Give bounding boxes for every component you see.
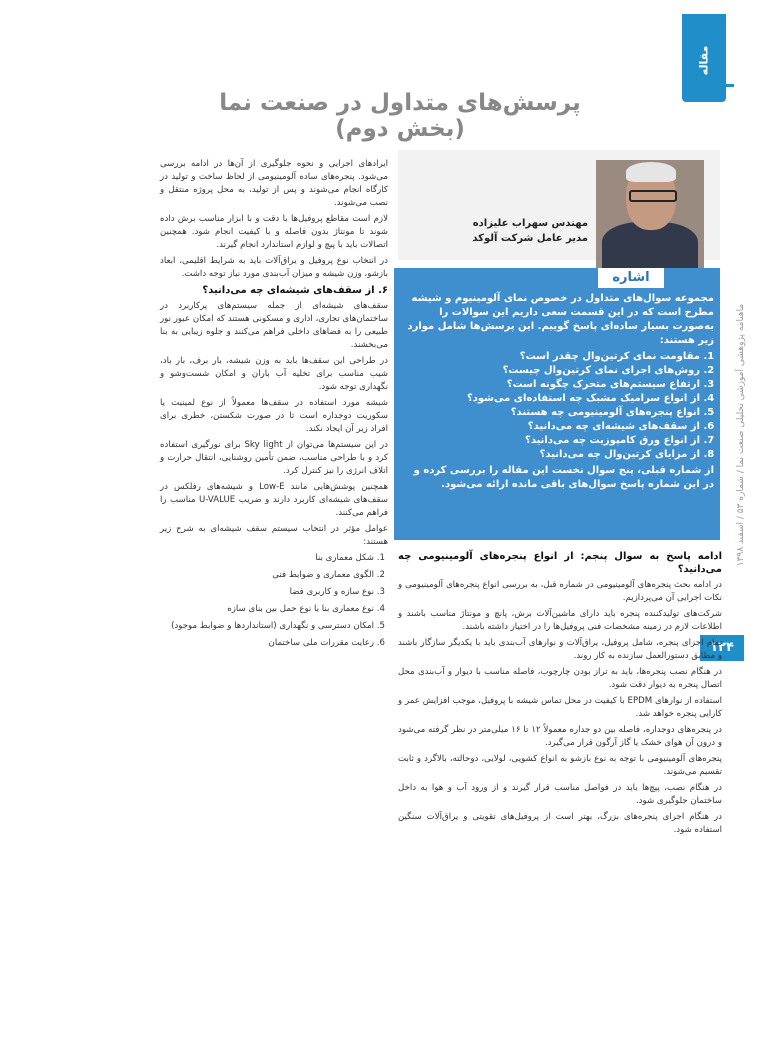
side-caption bbox=[726, 280, 756, 610]
paragraph: پنجره‌های آلومینیومی با توجه به نوع بازشو به انواع کشویی، لولایی، دوحالته، بالاگرد و ثابت تقسیم می‌شوند. bbox=[398, 754, 722, 777]
abstract-question: 7. از انواع ورق کامپوزیت چه می‌دانید؟ bbox=[400, 434, 700, 448]
section-heading: ۶. از سقف‌های شیشه‌ای چه می‌دانید؟ bbox=[202, 285, 388, 296]
abstract-body bbox=[400, 292, 714, 494]
list-item: 4. نوع معماری بنا با نوع حمل بین بنای سازه bbox=[160, 603, 374, 616]
paragraph: سقف‌های شیشه‌ای از جمله سیستم‌های پرکاربرد در ساختمان‌های تجاری، اداری و مسکونی هستند که امکان عبور نور طبیعی را به فضاهای داخلی فراهم می‌کنند و جلوه زیبایی به بنا می‌بخشند. bbox=[160, 301, 388, 350]
photo-hair bbox=[626, 162, 676, 182]
abstract-question-list bbox=[400, 350, 714, 462]
abstract-outro: از شماره قبلی، پنج سوال نخست این مقاله را بررسی کرده و در این شماره پاسخ سوال‌های باقی مانده ارائه می‌شود. bbox=[413, 465, 714, 490]
abstract-question: 5. انواع پنجره‌های آلومینیومی چه هستند؟ bbox=[400, 406, 700, 420]
page-number: ۱۲۴ bbox=[700, 635, 744, 661]
paragraph: لازم است مقاطع پروفیل‌ها با دقت و با ابزار مناسب برش داده شوند تا مونتاژ بدون فاصله و با کیفیت انجام شود. همچنین اتصالات باید با پیچ و لوازم استاندارد انجام گیرند. bbox=[160, 214, 388, 250]
abstract-intro: مجموعه سوال‌های متداول در خصوص نمای آلومینیوم و شیشه مطرح است که در این قسمت سعی داریم این سوالات را به‌صورت بسیار ساده‌ای پاسخ گوییم. این پرسش‌ها شامل موارد زیر هستند: bbox=[407, 293, 714, 346]
section-tab-label: مقاله bbox=[697, 45, 711, 76]
section-tab bbox=[682, 14, 726, 102]
paragraph: شرکت‌های تولیدکننده پنجره باید دارای ماشین‌آلات برش، پانچ و مونتاژ مناسب باشند و اطلاعات لازم در زمینه مشخصات فنی پروفیل‌ها را در اختیار داشته باشند. bbox=[398, 609, 722, 632]
paragraph: همچنین پوشش‌هایی مانند Low-E و شیشه‌های رفلکس در سقف‌های شیشه‌ای کاربرد دارند و ضریب U-VALUE مناسب را فراهم می‌کنند. bbox=[160, 482, 388, 518]
paragraph: در هنگام اجرای پنجره‌های بزرگ، بهتر است از پروفیل‌های تقویتی و یراق‌آلات سنگین استفاده شود. bbox=[398, 812, 722, 835]
abstract-question: 4. از انواع سرامیک مشبک چه استفاده‌ای می‌شود؟ bbox=[400, 392, 700, 406]
abstract-question: 3. ارتفاع سیستم‌های متحرک چگونه است؟ bbox=[400, 378, 700, 392]
paragraph: در هنگام نصب، پیچ‌ها باید در فواصل مناسب قرار گیرند و از ورود آب و هوا به داخل ساختمان جلوگیری شود. bbox=[398, 783, 722, 806]
paragraph: استفاده از نوارهای EPDM با کیفیت در محل تماس شیشه با پروفیل، موجب افزایش عمر و کارایی پنجره خواهد شد. bbox=[398, 696, 722, 719]
side-caption-text: ماهنامه پژوهشی آموزشی تحلیلی صنعت نما / شماره ۵۳ / اسفند ۱۳۹۸ bbox=[736, 303, 746, 567]
author-position: مدیر عامل شرکت آلوکد bbox=[472, 233, 588, 244]
paragraph: ایرادهای اجرایی و نحوه جلوگیری از آن‌ها در ادامه بررسی می‌شود. پنجره‌های ساده آلومینیومی از لحاظ ساخت و تولید در کارگاه انجام می‌شوند و پس از تولید، به محل پروژه منتقل و نصب می‌شوند. bbox=[160, 159, 388, 208]
page-title: پرسش‌های متداول در صنعت نما (بخش دوم) bbox=[219, 90, 581, 142]
paragraph: عوامل مؤثر در انتخاب سیستم سقف شیشه‌ای به شرح زیر هستند: bbox=[160, 524, 388, 547]
paragraph: در ادامه بحث پنجره‌های آلومینیومی در شماره قبل، به بررسی انواع پنجره‌های آلومینیومی و نکات اجرایی آن می‌پردازیم. bbox=[398, 580, 722, 603]
paragraph: در انتخاب نوع پروفیل و یراق‌آلات باید به شرایط اقلیمی، ابعاد بازشو، وزن شیشه و میزان آب‌بندی مورد نیاز توجه داشت. bbox=[160, 256, 388, 279]
list-item: 2. الگوی معماری و ضوابط فنی bbox=[160, 569, 374, 582]
article-column-left bbox=[160, 158, 388, 654]
paragraph: در این سیستم‌ها می‌توان از Sky light برای نورگیری استفاده کرد و با طراحی مناسب، ضمن تأمین روشنایی، انتقال حرارت و اتلاف انرژی را نیز کنترل کرد. bbox=[160, 440, 388, 476]
abstract-question: 8. از مزایای کرتین‌وال چه می‌دانید؟ bbox=[400, 448, 700, 462]
list-item: 6. رعایت مقررات ملی ساختمان bbox=[160, 637, 374, 650]
section-heading: ادامه پاسخ به سوال پنجم: از انواع پنجره‌های آلومینیومی چه می‌دانید؟ bbox=[398, 551, 722, 575]
paragraph: در هنگام نصب پنجره‌ها، باید به تراز بودن چارچوب، فاصله مناسب با دیوار و آب‌بندی محل اتصال پنجره به دیوار دقت شود. bbox=[398, 667, 722, 690]
author-name: مهندس سهراب علیزاده bbox=[472, 218, 588, 229]
paragraph: در طراحی این سقف‌ها باید به وزن شیشه، بار برف، بار باد، شیب مناسب برای تخلیه آب باران و امکان شست‌وشو و نگهداری توجه شود. bbox=[160, 356, 388, 392]
article-column-right bbox=[398, 548, 722, 840]
list-item: 1. شکل معماری بنا bbox=[160, 552, 374, 565]
list-item: 3. نوع سازه و کاربری فضا bbox=[160, 586, 374, 599]
author-photo bbox=[596, 160, 704, 268]
abstract-question: 6. از سقف‌های شیشه‌ای چه می‌دانید؟ bbox=[400, 420, 700, 434]
abstract-heading: اشاره bbox=[598, 268, 664, 288]
paragraph: شیشه مورد استفاده در سقف‌ها معمولاً از نوع لمینیت یا سکوریت دوجداره است تا در صورت شکستن، خطری برای افراد زیر آن ایجاد نکند. bbox=[160, 398, 388, 434]
photo-glasses bbox=[629, 190, 677, 202]
paragraph: در پنجره‌های دوجداره، فاصله بین دو جداره معمولاً ۱۲ تا ۱۶ میلی‌متر در نظر گرفته می‌شود و درون آن هوای خشک یا گاز آرگون قرار می‌گیرد. bbox=[398, 725, 723, 748]
author-credit bbox=[412, 216, 588, 246]
tab-accent bbox=[726, 84, 734, 87]
abstract-question: 2. روش‌های اجرای نمای کرتین‌وال چیست؟ bbox=[400, 364, 700, 378]
abstract-question: 1. مقاومت نمای کرتین‌وال چقدر است؟ bbox=[400, 350, 700, 364]
factor-list bbox=[160, 552, 388, 650]
paragraph: تمام اجزای پنجره، شامل پروفیل، یراق‌آلات و نوارهای آب‌بندی باید با یکدیگر سازگار باشند و مطابق دستورالعمل سازنده به کار روند. bbox=[398, 638, 722, 661]
list-item: 5. امکان دسترسی و نگهداری (استانداردها و ضوابط موجود) bbox=[160, 620, 374, 633]
